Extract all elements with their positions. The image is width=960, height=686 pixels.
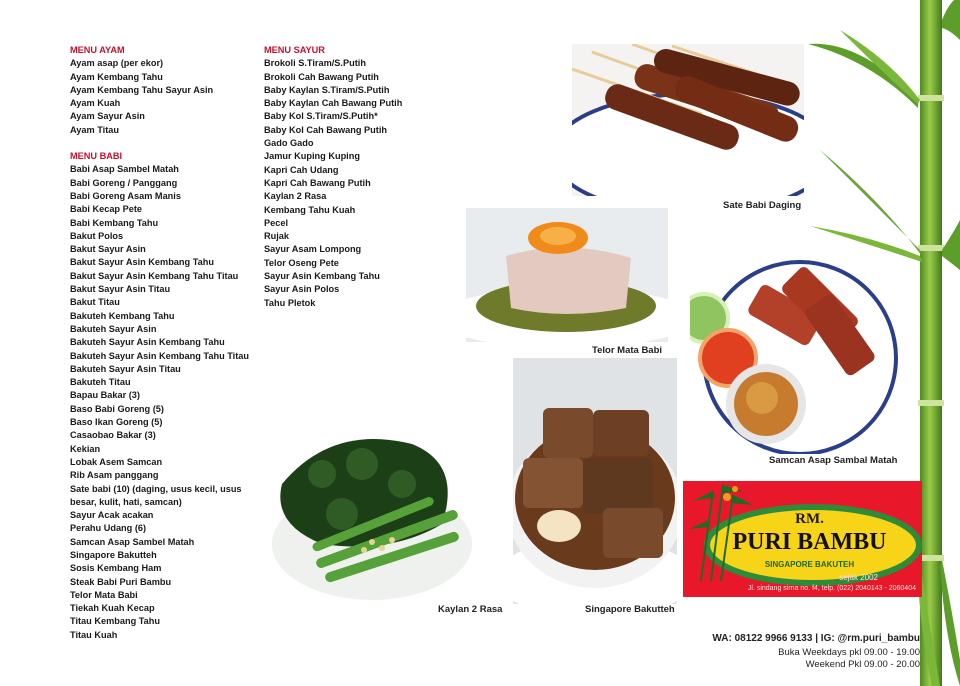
menu-item: Telor Mata Babi bbox=[70, 589, 138, 600]
menu-item: Bakuteh Sayur Asin Titau bbox=[70, 363, 181, 374]
menu-item: Baby Kaylan S.Tiram/S.Putih bbox=[264, 84, 390, 95]
menu-item: Ayam Kembang Tahu Sayur Asin bbox=[70, 84, 214, 95]
menu-item: Baby Kol Cah Bawang Putih bbox=[264, 124, 388, 135]
menu-sayur-list bbox=[264, 57, 402, 310]
telor-mata-babi-caption: Telor Mata Babi bbox=[592, 345, 663, 356]
menu-item: Kapri Cah Bawang Putih bbox=[264, 177, 371, 188]
menu-item: Bakut Sayur Asin bbox=[70, 244, 146, 255]
samcan-asap-photo bbox=[690, 258, 902, 454]
menu-item: Bakut Sayur Asin Titau bbox=[70, 284, 171, 295]
sate-babi-photo bbox=[572, 44, 804, 196]
menu-item: Bakuteh Sayur Asin Kembang Tahu Titau bbox=[70, 350, 250, 361]
menu-item: Bapau Bakar (3) bbox=[70, 390, 140, 401]
logo-name: PURI BAMBU bbox=[732, 529, 887, 555]
menu-item: Babi Kembang Tahu bbox=[70, 217, 159, 228]
menu-item: Sosis Kembang Ham bbox=[70, 563, 162, 574]
menu-item: Bakut Polos bbox=[70, 230, 124, 241]
menu-item: Sayur Asam Lompong bbox=[264, 244, 362, 255]
menu-babi-list bbox=[70, 163, 250, 642]
menu-item: Samcan Asap Sambel Matah bbox=[70, 536, 195, 547]
menu-item: Tahu Pletok bbox=[264, 297, 316, 308]
menu-item: Sayur Acak acakan bbox=[70, 510, 154, 521]
menu-item: Ayam Titau bbox=[70, 124, 120, 135]
menu-item: Casaobao Bakar (3) bbox=[70, 430, 156, 441]
menu-item: Steak Babi Puri Bambu bbox=[70, 576, 172, 587]
menu-item: Ayam asap (per ekor) bbox=[70, 58, 164, 69]
menu-item: Baby Kol S.Tiram/S.Putih* bbox=[264, 111, 378, 122]
menu-item: Gado Gado bbox=[264, 138, 314, 149]
logo-rm: RM. bbox=[795, 511, 824, 527]
menu-item: Sayur Asin Kembang Tahu bbox=[264, 271, 380, 282]
puri-bambu-logo bbox=[683, 481, 922, 597]
menu-item: Babi Goreng / Panggang bbox=[70, 177, 178, 188]
logo-since: sejak 2002 bbox=[839, 573, 878, 582]
kaylan-2-rasa-caption: Kaylan 2 Rasa bbox=[438, 604, 503, 615]
menu-ayam-heading: MENU AYAM bbox=[70, 45, 125, 55]
contact-weekdays: Buka Weekdays pkl 09.00 - 19.00 bbox=[778, 647, 920, 658]
menu-item: Bakuteh Sayur Asin Kembang Tahu bbox=[70, 337, 225, 348]
menu-item: Kekian bbox=[70, 443, 101, 454]
kaylan-2-rasa-photo bbox=[272, 424, 472, 600]
menu-item: Kapri Cah Udang bbox=[264, 164, 339, 175]
menu-column-middle bbox=[264, 44, 402, 310]
logo-subtitle: SINGAPORE BAKUTEH bbox=[764, 560, 855, 569]
menu-item: Ayam Kuah bbox=[70, 98, 121, 109]
menu-item: Rib Asam panggang bbox=[70, 470, 159, 481]
menu-item: Rujak bbox=[264, 231, 290, 242]
menu-item: Sate babi (10) (daging, usus kecil, usus besar, kulit, hati, samcan) bbox=[70, 483, 242, 507]
menu-item: Perahu Udang (6) bbox=[70, 523, 147, 534]
menu-item: Brokoli S.Tiram/S.Putih bbox=[264, 58, 366, 69]
menu-item: Tiekah Kuah Kecap bbox=[70, 603, 155, 614]
menu-item: Babi Kecap Pete bbox=[70, 204, 142, 215]
menu-item: Bakuteh Sayur Asin bbox=[70, 323, 157, 334]
menu-ayam-list bbox=[70, 57, 250, 137]
menu-item: Brokoli Cah Bawang Putih bbox=[264, 71, 379, 82]
menu-item: Bakut Sayur Asin Kembang Tahu bbox=[70, 257, 214, 268]
singapore-bakutteh-caption: Singapore Bakutteh bbox=[585, 604, 675, 615]
menu-item: Baso Babi Goreng (5) bbox=[70, 403, 164, 414]
menu-item: Bakut Sayur Asin Kembang Tahu Titau bbox=[70, 270, 239, 281]
menu-item: Pecel bbox=[264, 217, 289, 228]
menu-babi-heading: MENU BABI bbox=[70, 151, 123, 162]
menu-item: Jamur Kuping Kuping bbox=[264, 151, 360, 162]
menu-item: Titau Kembang Tahu bbox=[70, 616, 161, 627]
samcan-asap-caption: Samcan Asap Sambal Matah bbox=[769, 455, 898, 466]
sate-babi-caption: Sate Babi Daging bbox=[723, 200, 802, 211]
menu-item: Titau Kuah bbox=[70, 629, 118, 640]
menu-item: Kembang Tahu Kuah bbox=[264, 204, 356, 215]
menu-item: Kaylan 2 Rasa bbox=[264, 191, 327, 202]
menu-item: Babi Asap Sambel Matah bbox=[70, 164, 179, 175]
menu-item: Bakuteh Kembang Tahu bbox=[70, 310, 175, 321]
menu-item: Telor Oseng Pete bbox=[264, 257, 339, 268]
logo-address: Jl. sindang sirna no. f4, telp. (022) 2040143 - 2060404 bbox=[747, 585, 916, 592]
contact-block bbox=[712, 633, 920, 670]
menu-sayur-heading: MENU SAYUR bbox=[264, 45, 325, 55]
menu-item: Bakuteh Titau bbox=[70, 377, 131, 388]
menu-item: Ayam Sayur Asin bbox=[70, 111, 145, 122]
menu-column-left bbox=[70, 44, 250, 642]
telor-mata-babi-photo bbox=[466, 208, 668, 342]
singapore-bakutteh-photo bbox=[513, 358, 677, 604]
menu-item: Baso Ikan Goreng (5) bbox=[70, 417, 163, 428]
menu-item: Bakut Titau bbox=[70, 297, 120, 308]
menu-item: Ayam Kembang Tahu bbox=[70, 71, 163, 82]
contact-weekend: Weekend Pkl 09.00 - 20.00 bbox=[805, 659, 920, 670]
contact-wa-ig: WA: 08122 9966 9133 | IG: @rm.puri_bambu bbox=[712, 633, 920, 644]
menu-item: Baby Kaylan Cah Bawang Putih bbox=[264, 98, 403, 109]
menu-item: Sayur Asin Polos bbox=[264, 284, 340, 295]
menu-item: Babi Goreng Asam Manis bbox=[70, 190, 181, 201]
menu-item: Singapore Bakutteh bbox=[70, 549, 157, 560]
menu-item: Lobak Asem Samcan bbox=[70, 456, 163, 467]
